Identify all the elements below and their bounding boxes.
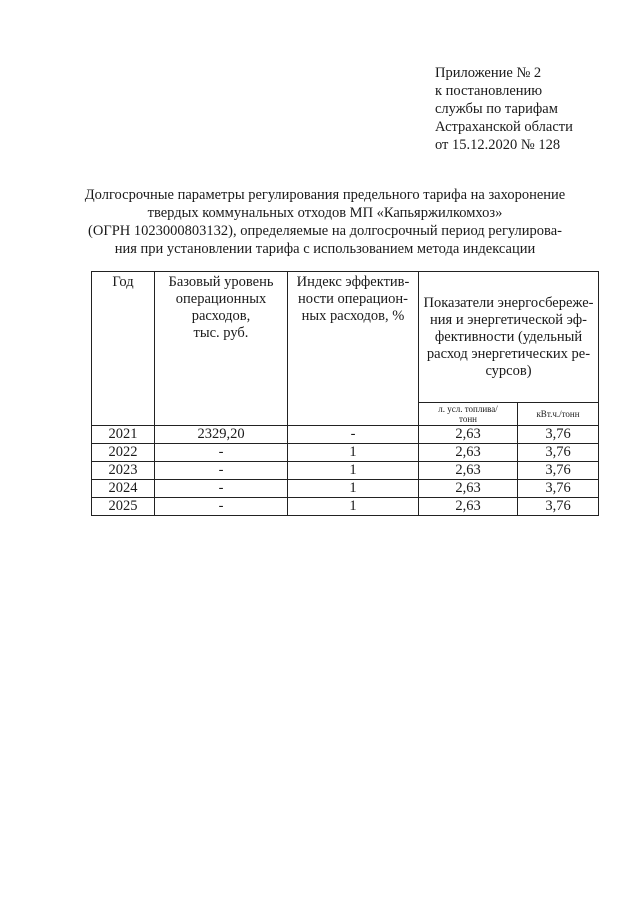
table-row	[92, 480, 599, 498]
table-row	[92, 462, 599, 480]
cell-base: -	[155, 498, 288, 516]
annex-line: к постановлению	[435, 83, 543, 99]
title-line: (ОГРН 1023000803132), определяемые на долгосрочный период регулирова-	[88, 223, 562, 239]
header-line: л. усл. топлива/	[438, 404, 498, 414]
table-header-row	[92, 272, 599, 403]
cell-base: -	[155, 480, 288, 498]
cell-year: 2022	[92, 444, 155, 462]
header-line: ности операцион-	[297, 291, 409, 307]
header-line: ния и энергетической эф-	[430, 311, 587, 328]
annex-block	[435, 64, 573, 154]
header-efficiency-index	[288, 272, 419, 426]
cell-kwh: 3,76	[518, 426, 599, 444]
annex-line: службы по тарифам	[435, 101, 558, 117]
cell-index: 1	[288, 498, 419, 516]
cell-index: -	[288, 426, 419, 444]
annex-line: от 15.12.2020 № 128	[435, 137, 561, 153]
table-row	[92, 444, 599, 462]
cell-index: 1	[288, 444, 419, 462]
header-line: тыс. руб.	[193, 325, 249, 341]
parameters-table	[91, 271, 599, 516]
header-kwh-unit: кВт.ч./тонн	[518, 403, 599, 426]
cell-fuel: 2,63	[419, 444, 518, 462]
cell-year: 2025	[92, 498, 155, 516]
header-line: Индекс эффектив-	[296, 274, 410, 290]
annex-line: Астраханской области	[435, 119, 573, 135]
table-row	[92, 426, 599, 444]
cell-fuel: 2,63	[419, 498, 518, 516]
cell-fuel: 2,63	[419, 426, 518, 444]
header-line: Базовый уровень	[168, 274, 274, 290]
cell-year: 2023	[92, 462, 155, 480]
cell-base: -	[155, 462, 288, 480]
header-line: ных расходов, %	[301, 308, 405, 324]
header-line: Год	[112, 274, 134, 290]
cell-base: 2329,20	[155, 426, 288, 444]
cell-year: 2021	[92, 426, 155, 444]
cell-base: -	[155, 444, 288, 462]
header-line: тонн	[459, 414, 477, 424]
header-fuel-unit	[419, 403, 518, 426]
header-line: расходов,	[191, 308, 251, 324]
document-title	[80, 186, 570, 258]
cell-kwh: 3,76	[518, 462, 599, 480]
cell-year: 2024	[92, 480, 155, 498]
table-row	[92, 498, 599, 516]
header-line: Показатели энергосбереже-	[423, 294, 594, 311]
header-line: расход энергетических ре-	[426, 345, 591, 362]
cell-kwh: 3,76	[518, 480, 599, 498]
cell-index: 1	[288, 462, 419, 480]
header-year	[92, 272, 155, 426]
annex-line: Приложение № 2	[435, 65, 542, 81]
title-line: Долгосрочные параметры регулирования предельного тарифа на захоронение	[84, 187, 566, 203]
header-line: фективности (удельный	[434, 328, 583, 345]
header-energy-indicators	[419, 272, 599, 403]
header-line: сурсов)	[485, 362, 532, 379]
cell-kwh: 3,76	[518, 444, 599, 462]
header-line: операционных	[175, 291, 267, 307]
cell-fuel: 2,63	[419, 480, 518, 498]
cell-index: 1	[288, 480, 419, 498]
title-line: твердых коммунальных отходов МП «Капьяржилкомхоз»	[147, 205, 503, 221]
cell-kwh: 3,76	[518, 498, 599, 516]
cell-fuel: 2,63	[419, 462, 518, 480]
title-line: ния при установлении тарифа с использованием метода индексации	[114, 241, 536, 257]
header-base-costs	[155, 272, 288, 426]
